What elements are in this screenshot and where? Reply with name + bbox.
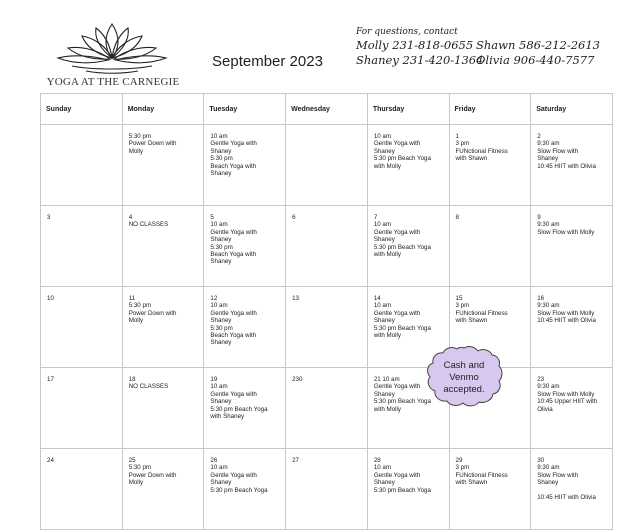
class-entry-line: Shaney — [373, 390, 395, 398]
class-entry-line: Olivia — [537, 405, 553, 413]
class-entry-line: 10 am — [210, 302, 228, 310]
class-entry-line: Gentle Yoga with — [373, 383, 421, 391]
week-row — [41, 449, 613, 530]
class-entry-line: 10 am — [210, 383, 228, 391]
class-entry-line: 5:30 pm Beach Yoga — [373, 324, 431, 332]
class-entry-line: with Molly — [373, 162, 401, 170]
class-entry-line: 10 am — [373, 464, 392, 472]
day-cell — [286, 206, 368, 287]
day-cell — [204, 368, 286, 449]
day-cell — [204, 206, 286, 287]
class-entry-line: Slow Flow with Molly — [537, 309, 595, 317]
class-entry-line: Gentle Yoga with — [210, 390, 257, 398]
day-first-line: 3 — [47, 214, 51, 221]
day-first-line: 17 — [47, 376, 54, 383]
class-entry-line: 5:30 pm Beach Yoga — [210, 405, 268, 413]
day-first-line: 16 — [537, 295, 545, 302]
day-cell — [41, 206, 123, 287]
class-entry-line: 9:30 am — [537, 464, 560, 472]
class-entry-line: 5:30 pm — [128, 302, 152, 310]
weekday-header: Tuesday — [204, 94, 286, 125]
day-first-line: 10 am — [210, 133, 228, 140]
day-first-line: 11 — [128, 295, 136, 302]
class-entry-line: Slow Flow with — [537, 471, 579, 479]
class-entry-line: Gentle Yoga with — [210, 140, 257, 148]
class-entry-line: 5:30 pm Beach Yoga — [373, 155, 431, 163]
day-cell — [286, 368, 368, 449]
day-first-line: 5 — [210, 214, 214, 221]
class-entry-line: Shaney — [210, 170, 232, 178]
class-entry-line: Beach Yoga with — [210, 251, 257, 259]
class-entry-line: with Molly — [373, 332, 401, 340]
day-cell — [531, 368, 613, 449]
class-entry-line: 10:45 Upper HIIT with — [537, 398, 598, 406]
day-cell — [531, 125, 613, 206]
day-cell — [449, 449, 531, 530]
payment-note — [428, 360, 500, 396]
class-entry-line: Shaney — [373, 236, 395, 244]
day-first-line: 8 — [455, 214, 459, 221]
day-cell — [367, 125, 449, 206]
class-entry-line: FUNctional Fitness — [455, 471, 508, 479]
weekday-header: Sunday — [41, 94, 123, 125]
logo-text: YOGA AT THE CARNEGIE — [46, 76, 180, 88]
week-row — [41, 368, 613, 449]
class-entry-line: Shaney — [210, 339, 232, 347]
weekday-header: Thursday — [367, 94, 449, 125]
day-first-line: 15 — [455, 295, 463, 302]
weekday-header-row — [41, 94, 613, 125]
contact-left: Molly 231-818-0655 — [356, 38, 474, 52]
day-first-line: 13 — [292, 295, 299, 302]
class-entry-line: Shaney — [373, 479, 395, 487]
weekday-header: Wednesday — [286, 94, 368, 125]
class-entry-line: Shaney — [210, 398, 232, 406]
class-entry-line: Shaney — [210, 258, 232, 266]
calendar-body — [41, 125, 613, 530]
class-entry-line: Gentle Yoga with — [373, 471, 421, 479]
day-cell — [122, 449, 204, 530]
class-entry-line: 5:30 pm Beach Yoga — [373, 398, 431, 406]
class-entry-line: Shaney — [210, 317, 232, 325]
payment-note-line: Cash and — [443, 360, 485, 371]
class-entry-line: Gentle Yoga with — [210, 471, 257, 479]
class-entry-line: 9:30 am — [537, 221, 560, 229]
weekday-header: Saturday — [531, 94, 613, 125]
contact-row — [356, 38, 626, 53]
class-entry-line: 10 am — [210, 464, 228, 472]
day-first-line: 26 — [210, 457, 218, 464]
class-entry-line: Shaney — [373, 317, 395, 325]
day-cell — [286, 287, 368, 368]
class-entry-line: Gentle Yoga with — [210, 309, 257, 317]
day-first-line: 4 — [128, 214, 133, 221]
day-cell — [41, 449, 123, 530]
class-entry-line: 3 pm — [455, 464, 470, 472]
day-cell — [367, 449, 449, 530]
day-first-line: 19 — [210, 376, 218, 383]
class-entry-line: Power Down with — [128, 140, 177, 148]
day-first-line: 10 am — [373, 133, 392, 140]
class-entry-line: Slow Flow with — [537, 147, 579, 155]
class-entry-line: FUNctional Fitness — [455, 147, 508, 155]
class-entry-line: Power Down with — [128, 471, 177, 479]
day-first-line: 7 — [373, 214, 378, 221]
lotus-logo — [52, 18, 172, 76]
day-first-line: 27 — [292, 457, 299, 464]
class-entry-line: 5:30 pm — [210, 324, 233, 332]
day-first-line: 29 — [455, 457, 463, 464]
class-entry-line: 10 am — [373, 221, 392, 229]
class-entry-line: 10:45 HIIT with Olivia — [537, 494, 596, 502]
class-entry-line: NO CLASSES — [128, 383, 169, 391]
contact-right: Shawn 586-212-2613 — [476, 38, 600, 52]
class-entry-line: Shaney — [537, 479, 559, 487]
class-entry-line: FUNctional Fitness — [455, 309, 508, 317]
day-cell — [122, 368, 204, 449]
day-cell — [367, 206, 449, 287]
day-first-line: 21 10 am — [373, 376, 400, 383]
class-entry-line: Beach Yoga with — [210, 162, 257, 170]
class-entry-line: Shaney — [210, 479, 232, 487]
class-entry-line: 5:30 pm Beach Yoga — [210, 486, 268, 494]
day-first-line: 1 — [455, 133, 459, 140]
day-first-line: 5:30 pm — [128, 133, 152, 140]
day-first-line: 230 — [292, 376, 303, 383]
class-entry-line: with Molly — [373, 405, 401, 413]
contact-title: For questions, contact — [356, 27, 458, 37]
class-entry-line: Shaney — [210, 236, 232, 244]
day-cell — [41, 287, 123, 368]
class-entry-line: Molly — [128, 317, 144, 325]
week-row — [41, 206, 613, 287]
week-row — [41, 287, 613, 368]
class-entry-line — [537, 487, 608, 494]
day-cell — [204, 125, 286, 206]
class-entry-line: Shaney — [373, 147, 395, 155]
day-first-line: 23 — [537, 376, 545, 383]
class-entry-line: Gentle Yoga with — [210, 228, 257, 236]
day-first-line: 12 — [210, 295, 218, 302]
class-entry-line: with Molly — [373, 251, 401, 259]
day-first-line: 9 — [537, 214, 541, 221]
day-cell — [204, 449, 286, 530]
class-entry-line: 5:30 pm — [210, 243, 233, 251]
class-entry-line: Molly — [128, 147, 144, 155]
class-entry-line: 5:30 pm Beach Yoga — [373, 486, 431, 494]
month-title: September 2023 — [212, 53, 323, 70]
day-cell — [286, 125, 368, 206]
contact-left: Shaney 231-420-1364 — [356, 53, 484, 67]
day-first-line: 28 — [373, 457, 381, 464]
weekday-header: Friday — [449, 94, 531, 125]
day-first-line: 14 — [373, 295, 381, 302]
class-entry-line: 3 pm — [455, 140, 470, 148]
day-first-line: 18 — [128, 376, 136, 383]
class-entry-line: Gentle Yoga with — [373, 309, 421, 317]
class-entry-line: Molly — [128, 479, 144, 487]
class-entry-line: 10 am — [210, 221, 228, 229]
weekday-header: Monday — [122, 94, 204, 125]
class-entry-line: with Shawn — [455, 155, 488, 163]
day-cell — [531, 449, 613, 530]
day-cell — [122, 287, 204, 368]
day-first-line: 2 — [537, 133, 541, 140]
class-entry-line: with Shawn — [455, 479, 488, 487]
day-first-line: 10 — [47, 295, 54, 302]
payment-note-line: accepted. — [443, 384, 485, 395]
day-first-line: 25 — [128, 457, 136, 464]
day-cell — [41, 125, 123, 206]
class-entry-line: Slow Flow with Molly — [537, 390, 595, 398]
class-entry-line: Power Down with — [128, 309, 177, 317]
class-entry-line: Beach Yoga with — [210, 332, 257, 340]
class-entry-line: 3 pm — [455, 302, 470, 310]
contact-block — [356, 26, 626, 68]
calendar-grid — [40, 93, 613, 530]
day-cell — [531, 206, 613, 287]
day-cell — [41, 368, 123, 449]
class-entry-line: Shaney — [210, 147, 232, 155]
contact-right: Olivia 906-440-7577 — [476, 53, 595, 67]
class-entry-line: 5:30 pm Beach Yoga — [373, 243, 431, 251]
week-row — [41, 125, 613, 206]
class-entry-line: Gentle Yoga with — [373, 140, 421, 148]
day-cell — [122, 125, 204, 206]
day-first-line: 6 — [292, 214, 296, 221]
day-cell — [122, 206, 204, 287]
day-cell — [531, 287, 613, 368]
class-entry-line: 5:30 pm — [210, 155, 233, 163]
day-cell — [204, 287, 286, 368]
class-entry-line: Gentle Yoga with — [373, 228, 421, 236]
class-entry-line: 10:45 HIIT with Olivia — [537, 317, 596, 325]
day-cell — [286, 449, 368, 530]
day-cell — [449, 206, 531, 287]
day-cell — [449, 125, 531, 206]
class-entry-line: NO CLASSES — [128, 221, 169, 229]
class-entry-line: 9:30 am — [537, 383, 560, 391]
day-first-line: 30 — [537, 457, 545, 464]
class-entry-line: Slow Flow with Molly — [537, 228, 595, 236]
class-entry-line: 9:30 am — [537, 302, 560, 310]
class-entry-line: 10:45 HIIT with Olivia — [537, 162, 596, 170]
class-entry-line: with Shawn — [455, 317, 488, 325]
contact-row — [356, 53, 626, 68]
payment-note-line: Venmo — [449, 372, 479, 383]
class-entry-line: Shaney — [537, 155, 559, 163]
class-entry-line: 10 am — [373, 302, 392, 310]
class-entry-line: 9:30 am — [537, 140, 560, 148]
day-first-line: 24 — [47, 457, 54, 464]
class-entry-line: with Shaney — [210, 413, 245, 421]
class-entry-line: 5:30 pm — [128, 464, 152, 472]
